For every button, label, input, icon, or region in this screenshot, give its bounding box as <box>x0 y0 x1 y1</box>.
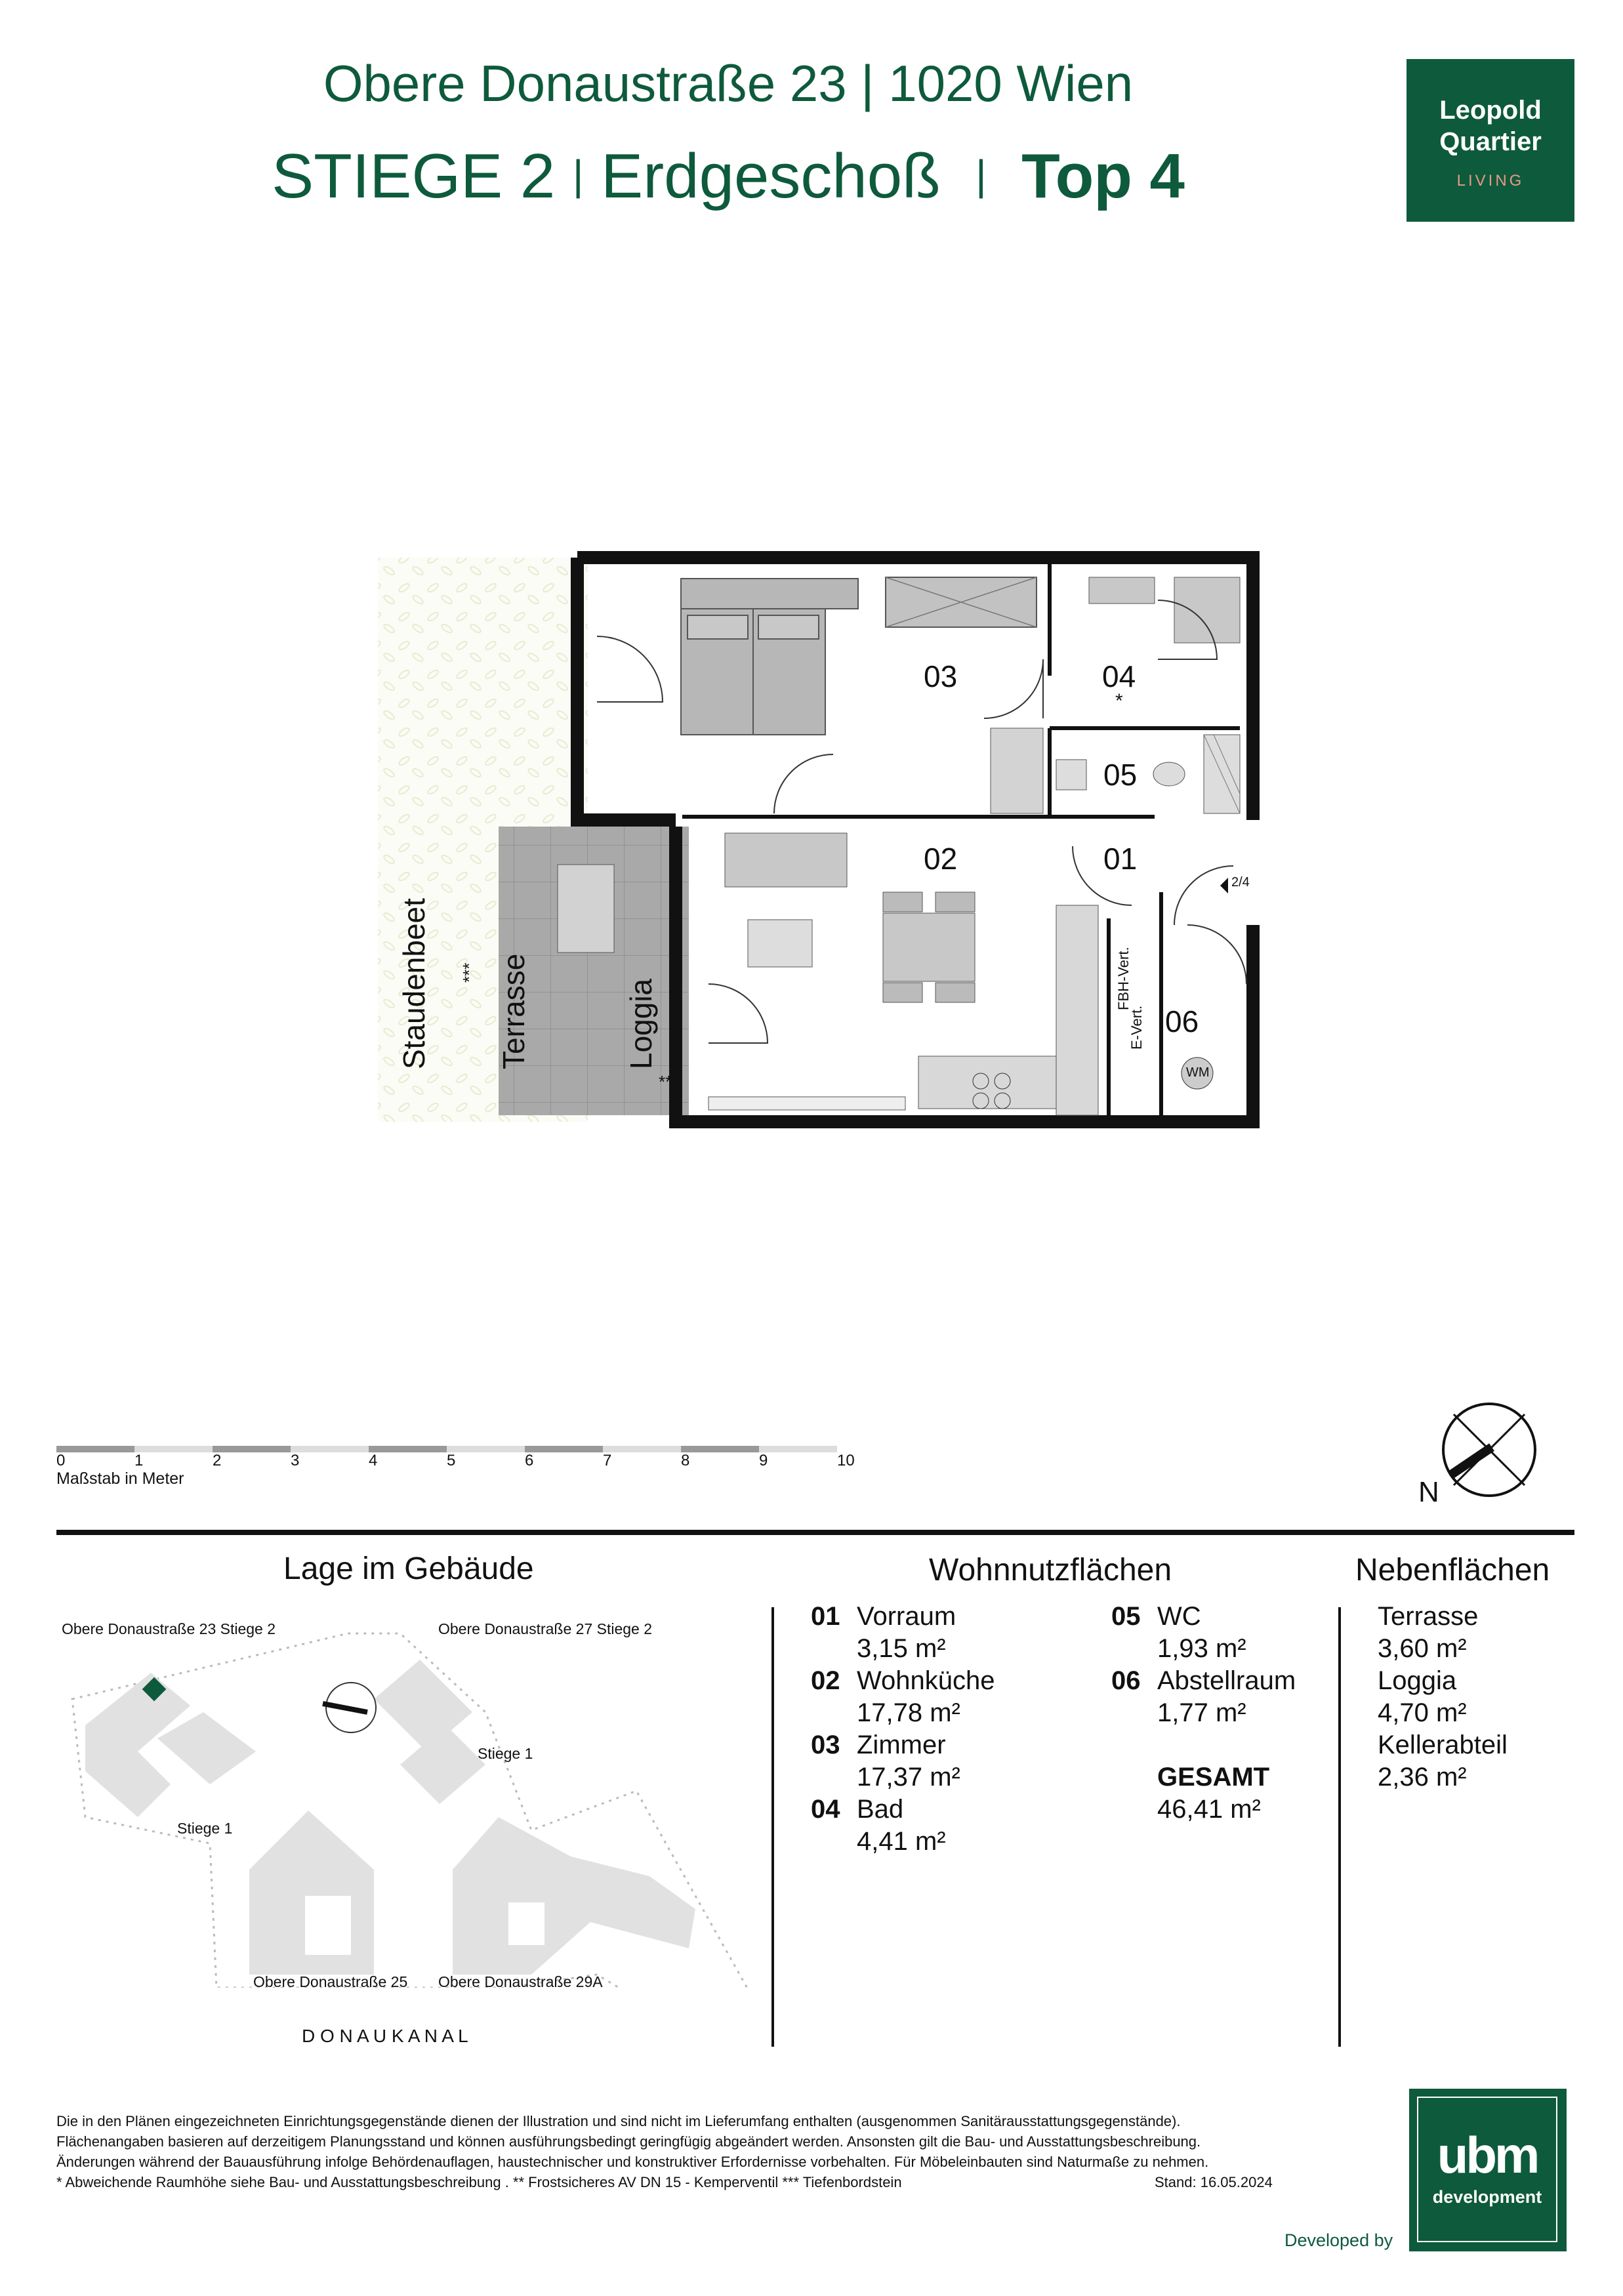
room-area: 17,78 m² <box>857 1698 960 1727</box>
site-plan <box>59 1620 768 1988</box>
donaukanal-label: D O N A U K A N A L <box>302 2026 468 2046</box>
toilet <box>1153 762 1185 786</box>
room-num: 06 <box>1111 1666 1141 1695</box>
room-label-03: 03 <box>924 659 958 693</box>
neben-area: 3,60 m² <box>1378 1634 1467 1663</box>
scale-tick-label: 5 <box>447 1452 456 1469</box>
neben-area: 4,70 m² <box>1378 1698 1467 1727</box>
room-name: WC <box>1157 1602 1201 1631</box>
evert-label: E-Vert. <box>1128 1005 1145 1050</box>
lage-title: Lage im Gebäude <box>283 1551 534 1586</box>
scale-tick-label: 6 <box>525 1452 534 1469</box>
scale-tick-label: 1 <box>134 1452 144 1469</box>
disclaimer-line: Änderungen während der Bauausführung infolge Behördenauflagen, haustechnischer und konstruktiver Erfordernisse vorbehalten. Für Möbeleinbauten sind Naturmaße zu nehmen. <box>56 2154 1209 2170</box>
total-label: GESAMT <box>1157 1763 1270 1792</box>
staudenbeet-mark: *** <box>459 962 479 983</box>
scale-tick-label: 10 <box>837 1452 855 1469</box>
dining-table <box>883 913 975 981</box>
north-label: N <box>1418 1476 1439 1508</box>
neben-name: Loggia <box>1378 1666 1457 1695</box>
site-label-stiege1: Stiege 1 <box>177 1820 233 1837</box>
site-label-od25: Obere Donaustraße 25 <box>253 1973 408 1990</box>
scale-tick-label: 0 <box>56 1452 66 1469</box>
neben-list <box>1378 1601 1508 1794</box>
loggia-label: Loggia <box>624 978 658 1069</box>
footnotes: * Abweichende Raumhöhe siehe Bau- und Ausstattungsbeschreibung . ** Frostsicheres AV DN 15 - Kemperventil *** Tiefenbordstein <box>56 2174 902 2190</box>
room-asterisk: * <box>1115 690 1123 712</box>
neben-name: Kellerabteil <box>1378 1731 1508 1759</box>
scale-caption: Maßstab in Meter <box>56 1469 184 1488</box>
title-separator: | <box>572 152 584 199</box>
total-area: 46,41 m² <box>1157 1795 1261 1824</box>
stand-date: Stand: 16.05.2024 <box>1155 2174 1273 2190</box>
room-area: 3,15 m² <box>857 1634 946 1663</box>
room-num: 01 <box>811 1602 840 1631</box>
fbh-label: FBH-Vert. <box>1115 947 1132 1010</box>
terrasse-label: Terrasse <box>497 953 531 1069</box>
room-name: Bad <box>857 1795 904 1824</box>
logo-line: Leopold <box>1439 96 1542 125</box>
room-name: Wohnküche <box>857 1666 995 1695</box>
scale-tick-label: 7 <box>603 1452 612 1469</box>
site-label-od27: Obere Donaustraße 27 Stiege 2 <box>438 1620 653 1637</box>
address-title: Obere Donaustraße 23 | 1020 Wien <box>323 54 1134 112</box>
scale-tick-label: 8 <box>681 1452 690 1469</box>
room-label-05: 05 <box>1103 758 1138 792</box>
loggia-mark: ** <box>659 1072 672 1092</box>
ubm-logo-text: ubm <box>1437 2126 1538 2184</box>
ubm-logo <box>1409 2089 1567 2251</box>
room-num: 03 <box>811 1731 840 1759</box>
room-label-02: 02 <box>924 842 958 876</box>
floor-label: Erdgeschoß <box>601 141 941 211</box>
room-name: Vorraum <box>857 1602 956 1631</box>
room-name: Abstellraum <box>1157 1666 1296 1695</box>
wm-label: WM <box>1186 1065 1210 1080</box>
disclaimer-line <box>56 2172 1303 2192</box>
stair-arrow <box>1220 878 1228 893</box>
room-num: 02 <box>811 1666 840 1695</box>
staudenbeet-label: Staudenbeet <box>397 898 431 1069</box>
room-area: 17,37 m² <box>857 1763 960 1792</box>
disclaimer-line: Flächenangaben basieren auf derzeitigem Planungsstand und können ausführungsbedingt geringfügig abgeändert werden. Ansonsten gilt die Bau- und Ausstattungsbeschreibung. <box>56 2133 1201 2150</box>
kitchen-counter <box>1056 905 1098 1115</box>
sofa <box>725 833 847 887</box>
neben-area: 2,36 m² <box>1378 1763 1467 1792</box>
shower <box>1174 577 1240 643</box>
wohn-col-left <box>811 1601 995 1858</box>
room-label-01: 01 <box>1103 842 1138 876</box>
column-divider <box>1338 1607 1341 2047</box>
site-label-stiege1: Stiege 1 <box>478 1745 533 1762</box>
column-divider <box>771 1607 774 2047</box>
room-name: Zimmer <box>857 1731 946 1759</box>
scale-tick-label: 9 <box>759 1452 768 1469</box>
room-num: 04 <box>811 1795 840 1824</box>
ubm-logo-subtext: development <box>1432 2187 1542 2207</box>
room-entry <box>811 1729 995 1761</box>
room-area: 4,41 m² <box>857 1827 946 1856</box>
scale-tick-label: 2 <box>213 1452 222 1469</box>
top-label: Top 4 <box>1021 141 1185 211</box>
room-area: 1,77 m² <box>1157 1698 1246 1727</box>
room-label-06: 06 <box>1165 1004 1199 1038</box>
room-entry <box>811 1601 995 1633</box>
room-entry <box>811 1665 995 1697</box>
wohn-col-right <box>1111 1601 1296 1826</box>
disclaimer <box>56 2111 1303 2192</box>
unit-title <box>0 140 1456 213</box>
washbasin <box>1089 577 1155 604</box>
compass-mini-icon <box>323 1704 367 1712</box>
neben-name: Terrasse <box>1378 1602 1479 1631</box>
site-label-od23: Obere Donaustraße 23 Stiege 2 <box>62 1620 276 1637</box>
room-entry <box>1111 1665 1296 1697</box>
site-label-od29a: Obere Donaustraße 29A <box>438 1973 603 1990</box>
stair-label: 2/4 <box>1231 875 1250 890</box>
room-entry <box>811 1794 995 1826</box>
coffee-table <box>748 920 812 967</box>
terrace-table <box>558 865 614 953</box>
room-area: 1,93 m² <box>1157 1634 1246 1663</box>
divider <box>56 1530 1574 1535</box>
room-label-04: 04 <box>1102 659 1136 693</box>
bed <box>681 579 858 735</box>
logo-line: LIVING <box>1456 172 1525 190</box>
scale-tick-label: 3 <box>291 1452 300 1469</box>
room-entry <box>1111 1601 1296 1633</box>
developed-by-label: Developed by <box>1284 2230 1393 2250</box>
neben-title: Nebenflächen <box>1355 1553 1550 1588</box>
title-separator: | <box>976 152 987 199</box>
disclaimer-line: Die in den Plänen eingezeichneten Einrichtungsgegenstände dienen der Illustration und sind nicht im Lieferumfang enthalten (ausgenommen Sanitärausstattungsgegenstände). <box>56 2113 1181 2129</box>
scale-tick-label: 4 <box>369 1452 378 1469</box>
wohn-title: Wohnnutzflächen <box>929 1553 1172 1588</box>
stiege-label: STIEGE 2 <box>272 141 556 211</box>
north-arrow-icon <box>1441 1401 1539 1500</box>
logo-line: Quartier <box>1439 127 1542 156</box>
room-num: 05 <box>1111 1602 1141 1631</box>
leopold-quartier-logo <box>1407 59 1574 222</box>
